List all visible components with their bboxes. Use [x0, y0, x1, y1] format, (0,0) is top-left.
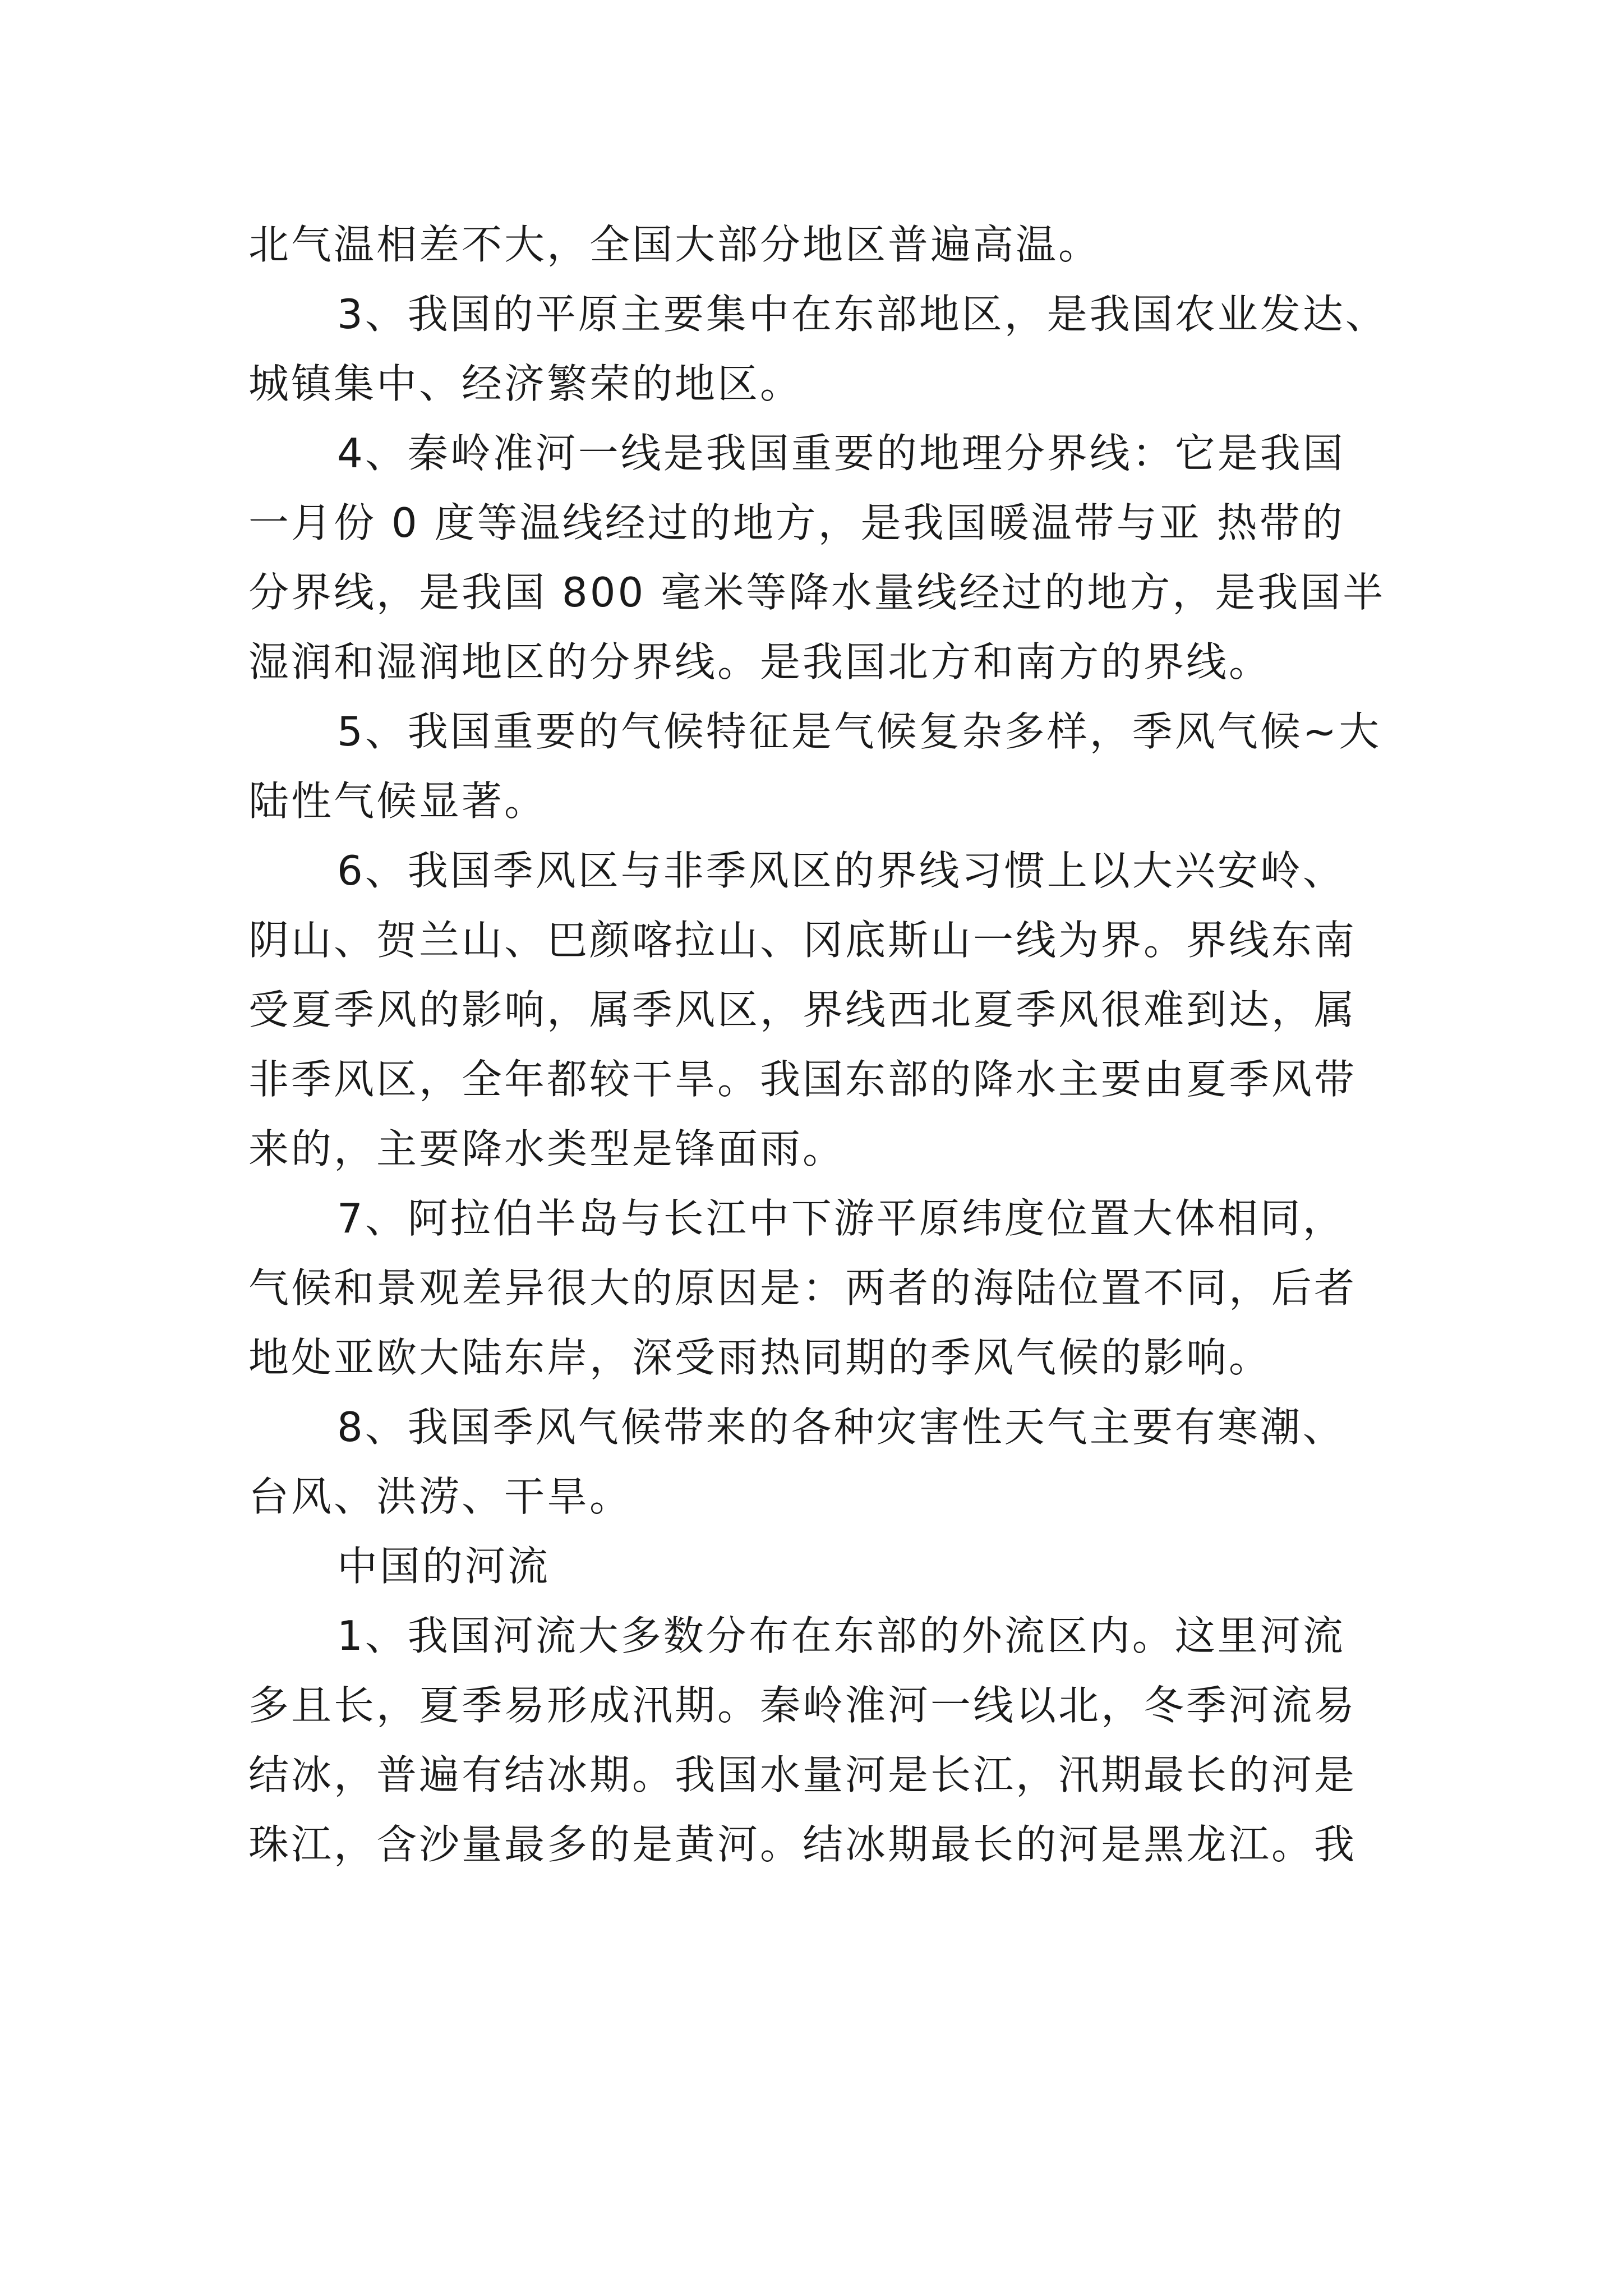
text-line: 湿润和湿润地区的分界线。是我国北方和南方的界线。 [248, 638, 1272, 685]
text-line: 一月份 0 度等温线经过的地方，是我国暖温带与亚 热带的 [248, 499, 1345, 546]
document-body [248, 210, 1387, 1879]
text-line: 非季风区，全年都较干旱。我国东部的降水主要由夏季风带 [248, 1056, 1357, 1103]
text-line: 城镇集中、经济繁荣的地区。 [248, 360, 803, 407]
text-line: 台风、洪涝、干旱。 [248, 1473, 633, 1520]
text-line: 地处亚欧大陆东岸，深受雨热同期的季风气候的影响。 [248, 1334, 1272, 1381]
paragraph-1-line: 1、我国河流大多数分布在东部的外流区内。这里河流 [337, 1612, 1345, 1659]
text-line: 阴山、贺兰山、巴颜喀拉山、冈底斯山一线为界。界线东南 [248, 917, 1357, 964]
text-line: 分界线，是我国 800 毫米等降水量线经过的地方，是我国半 [248, 569, 1386, 616]
text-line: 多且长，夏季易形成汛期。秦岭淮河一线以北，冬季河流易 [248, 1682, 1357, 1729]
section-heading: 中国的河流 [337, 1543, 551, 1590]
text-line: 结冰，普遍有结冰期。我国水量河是长江，汛期最长的河是 [248, 1751, 1357, 1798]
text-line: 来的，主要降水类型是锋面雨。 [248, 1125, 846, 1172]
text-line: 受夏季风的影响，属季风区，界线西北夏季风很难到达，属 [248, 986, 1357, 1033]
text-line: 北气温相差不大，全国大部分地区普遍高温。 [248, 221, 1101, 268]
text-line: 气候和景观差异很大的原因是：两者的海陆位置不同，后者 [248, 1264, 1357, 1312]
text-line: 珠江，含沙量最多的是黄河。结冰期最长的河是黑龙江。我 [248, 1821, 1357, 1868]
paragraph-4-line: 4、秦岭准河一线是我国重要的地理分界线：它是我国 [337, 430, 1345, 477]
paragraph-3-line: 3、我国的平原主要集中在东部地区，是我国农业发达、 [337, 291, 1388, 338]
paragraph-8-line: 8、我国季风气候带来的各种灾害性天气主要有寒潮、 [337, 1404, 1345, 1451]
paragraph-6-line: 6、我国季风区与非季风区的界线习惯上以大兴安岭、 [337, 847, 1345, 894]
paragraph-5-line: 5、我国重要的气候特征是气候复杂多样，季风气候~大 [337, 708, 1382, 755]
text-line: 陆性气候显著。 [248, 777, 547, 825]
paragraph-7-line: 7、阿拉伯半岛与长江中下游平原纬度位置大体相同， [337, 1195, 1345, 1242]
